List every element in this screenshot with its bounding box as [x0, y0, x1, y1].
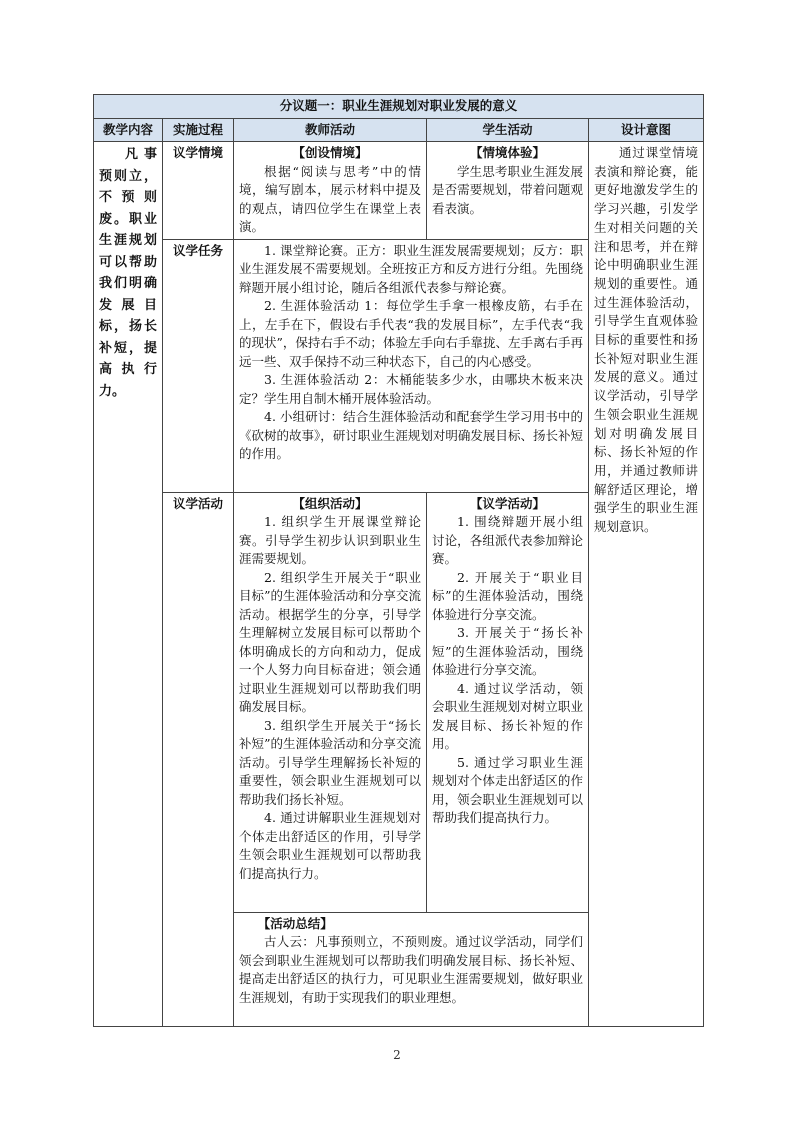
- stage1-student-text: 学生思考职业生涯发展是否需要规划，带着问题观看表演。: [432, 163, 583, 216]
- design-intent-text: 通过课堂情境表演和辩论赛，能更好地激发学生的学习兴趣，引发学生对相关问题的关注和思考，并在辩论中明确职业生涯规划的重要性。通过生涯体验活动，引导学生直观体验目标的重要性和扬长补短对职业生涯发展的意义。通过议学活动，引导学生领会职业生涯规划对明确发展目标、扬长补短的作用，并通过教师讲解舒适区理论，增强学生的职业生涯规划意识。: [594, 145, 698, 535]
- student-activity-item: 1. 围绕辩题开展小组讨论，各组派代表参加辩论赛。: [432, 514, 583, 566]
- stage3-student-heading: 【议学活动】: [469, 495, 545, 511]
- stage-activity: 议学活动: [163, 492, 234, 1026]
- task-item: 3. 生涯体验活动 2：木桶能装多少水，由哪块木板来决定？学生用自制木桶开展体验活动。: [239, 372, 583, 406]
- stage1-teacher-heading: 【创设情境】: [292, 145, 368, 160]
- task-item: 1. 课堂辩论赛。正方：职业生涯发展需要规划；反方：职业生涯发展不需要规划。全班按正方和反方进行分组。先围绕辩题开展小组讨论，随后各组派代表参与辩论赛。: [239, 242, 583, 295]
- table-title: 分议题一：职业生涯规划对职业发展的意义: [94, 95, 704, 119]
- teaching-content-text: 凡事预则立，不预则废。职业生涯规划可以帮助我们明确发展目标，扬长补短，提高执行力。: [99, 147, 157, 399]
- activity-summary-cell: [234, 912, 589, 1026]
- stage-task: 议学任务: [163, 239, 234, 492]
- summary-text: 古人云：凡事预则立，不预则废。通过议学活动，同学们领会到职业生涯规划可以帮助我们明确发展目标、扬长补短、提高走出舒适区的执行力，可见职业生涯需要规划，做好职业生涯规划，有助于实现我们的职业理想。: [239, 934, 583, 1005]
- stage3-student-cell: [427, 492, 589, 912]
- teacher-activity-item: 4. 通过讲解职业生涯规划对个体走出舒适区的作用，引导学生领会职业生涯规划可以帮助我们提高执行力。: [239, 810, 421, 881]
- header-process: 实施过程: [163, 118, 234, 142]
- teacher-activity-item: 1. 组织学生开展课堂辩论赛。引导学生初步认识到职业生涯需要规划。: [239, 514, 421, 566]
- stage1-teacher-text: 根据“阅读与思考”中的情境，编写剧本，展示材料中提及的观点，请四位学生在课堂上表演。: [239, 163, 421, 234]
- lesson-plan-table: [93, 94, 704, 1027]
- task-item: 2. 生涯体验活动 1：每位学生手拿一根橡皮筋，右手在上，左手在下，假设右手代表“我的发展目标”，左手代表“我的现状”，保持右手不动；体验左手向右手靠拢、左手离右手再远一些、双手保持不动三种状态下，自己的内心感受。: [239, 298, 583, 369]
- stage1-student-cell: [427, 142, 589, 240]
- stage2-task-cell: [234, 239, 589, 492]
- stage1-teacher-cell: [234, 142, 427, 240]
- teacher-activity-item: 2. 组织学生开展关于“职业目标”的生涯体验活动和分享交流活动。根据学生的分享，引导学生理解树立发展目标可以帮助个体明确成长的方向和动力，促成一个人努力向目标奋进；领会通过职业生涯规划可以帮助我们明确发展目标。: [239, 569, 421, 714]
- summary-heading: 【活动总结】: [257, 915, 333, 931]
- header-design-intent: 设计意图: [589, 118, 704, 142]
- teaching-content-cell: [94, 142, 163, 1027]
- page-number: 2: [393, 1048, 401, 1062]
- header-teacher-activity: 教师活动: [234, 118, 427, 142]
- student-activity-item: 2. 开展关于“职业目标”的生涯体验活动，围绕体验进行分享交流。: [432, 569, 583, 622]
- header-student-activity: 学生活动: [427, 118, 589, 142]
- student-activity-item: 4. 通过议学活动，领会职业生涯规划对树立职业发展目标、扬长补短的作用。: [432, 680, 583, 751]
- header-teaching-content: 教学内容: [94, 118, 163, 142]
- stage-situation: 议学情境: [163, 142, 234, 240]
- task-item: 4. 小组研讨：结合生涯体验活动和配套学生学习用书中的《砍树的故事》，研讨职业生涯规划对明确发展目标、扬长补短的作用。: [239, 409, 583, 461]
- student-activity-item: 3. 开展关于“扬长补短”的生涯体验活动，围绕体验进行分享交流。: [432, 625, 583, 677]
- stage1-student-heading: 【情境体验】: [469, 145, 545, 160]
- stage3-teacher-heading: 【组织活动】: [292, 495, 368, 511]
- teacher-activity-item: 3. 组织学生开展关于“扬长补短”的生涯体验活动和分享交流活动。引导学生理解扬长补短的重要性，领会职业生涯规划可以帮助我们扬长补短。: [239, 717, 421, 807]
- stage3-teacher-cell: [234, 492, 427, 912]
- design-intent-cell: [589, 142, 704, 1027]
- student-activity-item: 5. 通过学习职业生涯规划对个体走出舒适区的作用，领会职业生涯规划可以帮助我们提高执行力。: [432, 754, 583, 825]
